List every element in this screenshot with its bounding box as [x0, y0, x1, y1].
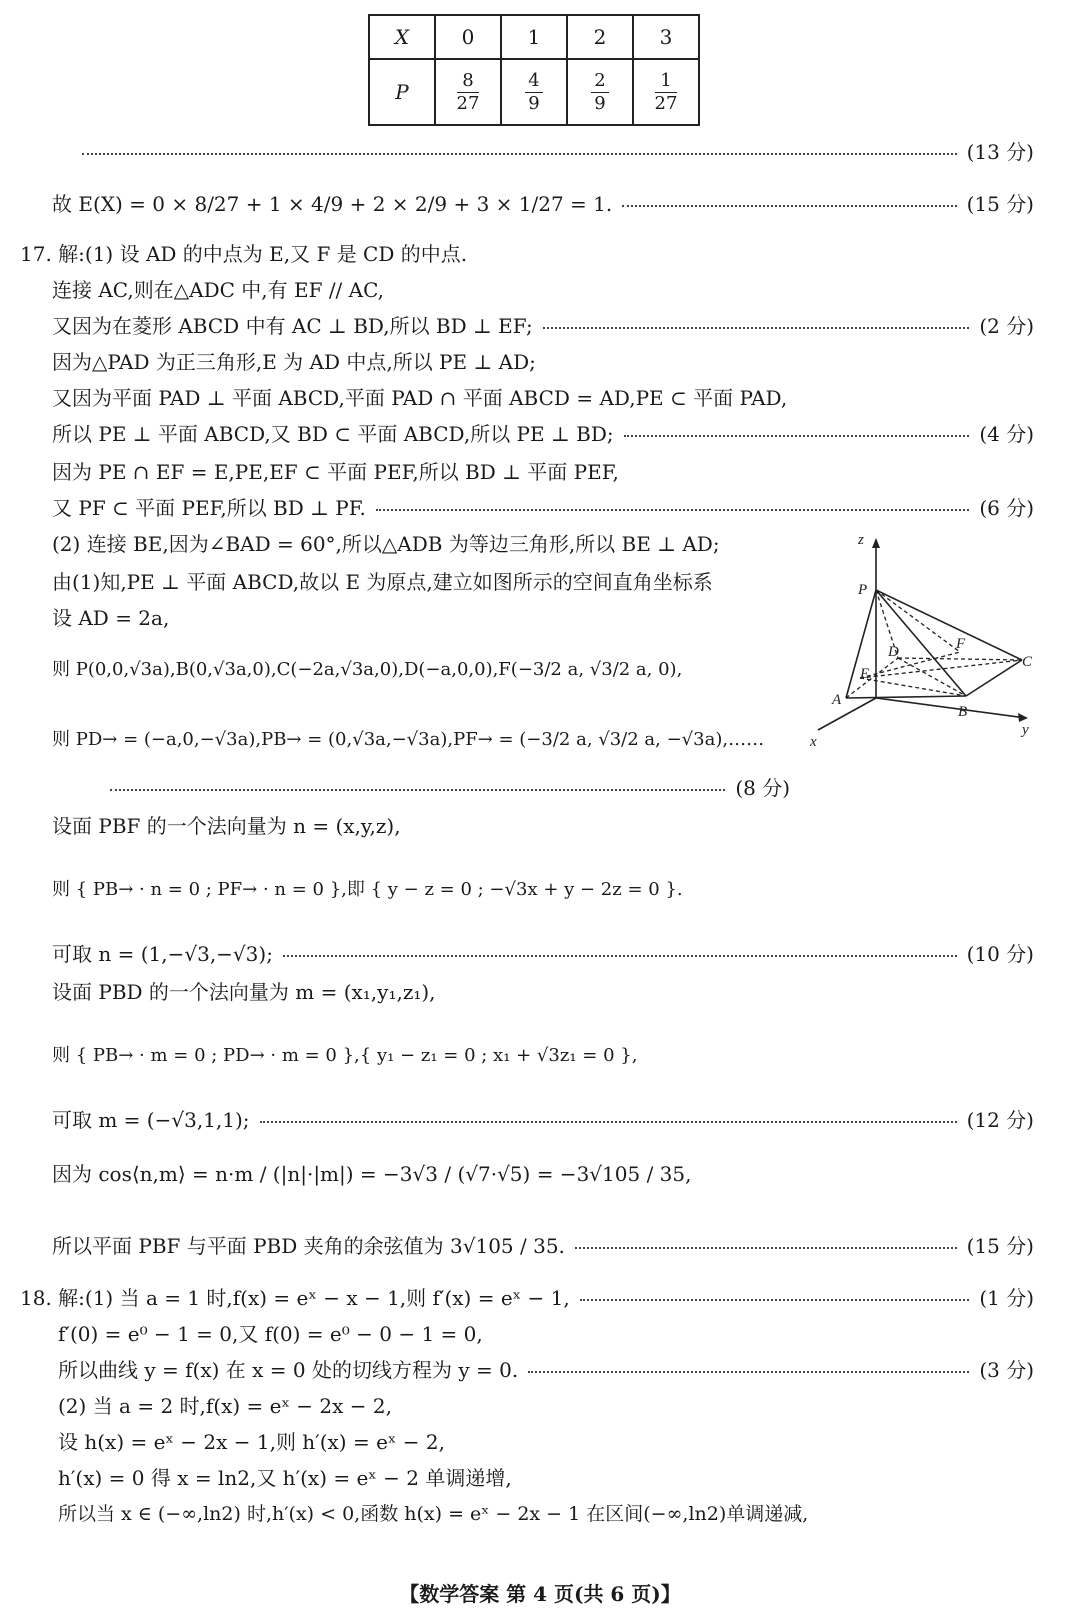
q17-line: 所以 PE ⊥ 平面 ABCD,又 BD ⊂ 平面 ABCD,所以 PE ⊥ BD; (4 分): [52, 422, 1034, 446]
table-cell: $\frac{2}{9}$: [567, 59, 633, 125]
q17-line: 则 PD→ = (−a,0,−√3a),PB→ = (0,√3a,−√3a),PF→ = (−3/2 a, √3/2 a, −√3a),……: [52, 729, 765, 750]
q17-line: 可取 n = (1,−√3,−√3); (10 分): [52, 942, 1034, 966]
q17-line: 17. 解:(1) 设 AD 的中点为 E,又 F 是 CD 的中点.: [20, 242, 468, 266]
label-F: F: [956, 636, 966, 652]
q18-line: h′(x) = 0 得 x = ln2,又 h′(x) = eˣ − 2 单调递增,: [58, 1466, 512, 1490]
label-C: C: [1022, 654, 1033, 670]
q18-line: 所以当 x ∈ (−∞,ln2) 时,h′(x) < 0,函数 h(x) = eˣ − 2x − 1 在区间(−∞,ln2)单调递减,: [58, 1503, 809, 1525]
q18-line: (2) 当 a = 2 时,f(x) = eˣ − 2x − 2,: [58, 1394, 392, 1418]
q17-line: 又因为在菱形 ABCD 中有 AC ⊥ BD,所以 BD ⊥ EF; (2 分): [52, 314, 1034, 338]
label-P: P: [858, 582, 868, 598]
x-axis: [818, 698, 876, 730]
q17-line: 因为△PAD 为正三角形,E 为 AD 中点,所以 PE ⊥ AD;: [52, 350, 536, 374]
q17-line: 又 PF ⊂ 平面 PEF,所以 BD ⊥ PF. (6 分): [52, 496, 1034, 520]
label-E: E: [860, 666, 870, 682]
table-row: [369, 15, 699, 59]
table-header-cell: X: [369, 15, 435, 59]
expectation-text: 故 E(X) = 0 × 8/27 + 1 × 4/9 + 2 × 2/9 + 3 × 1/27 = 1.: [52, 192, 613, 216]
q18-line: 所以曲线 y = f(x) 在 x = 0 处的切线方程为 y = 0. (3 分): [58, 1358, 1034, 1382]
q17-line: (2) 连接 BE,因为∠BAD = 60°,所以△ADB 为等边三角形,所以 BE ⊥ AD;: [52, 532, 720, 556]
q18-line: 设 h(x) = eˣ − 2x − 1,则 h′(x) = eˣ − 2,: [58, 1430, 445, 1454]
page-footer: 【数学答案 第 4 页(共 6 页)】: [399, 1582, 681, 1606]
q17-line: 可取 m = (−√3,1,1); (12 分): [52, 1108, 1034, 1132]
table-header-cell: 1: [501, 15, 567, 59]
label-z: z: [858, 532, 864, 548]
score-line: (13 分): [72, 138, 1034, 166]
table-row-label: P: [369, 59, 435, 125]
q18-line: 18. 解:(1) 当 a = 1 时,f(x) = eˣ − x − 1,则 f′(x) = eˣ − 1, (1 分): [20, 1286, 1034, 1310]
label-x: x: [810, 734, 817, 748]
q17-line: 由(1)知,PE ⊥ 平面 ABCD,故以 E 为原点,建立如图所示的空间直角坐标系: [52, 570, 713, 594]
q17-line: 因为 cos⟨n,m⟩ = n·m / (|n|·|m|) = −3√3 / (√7·√5) = −3√105 / 35,: [52, 1162, 692, 1186]
q17-system: 则 { PB→ · m = 0 ; PD→ · m = 0 },{ y₁ − z₁ = 0 ; x₁ + √3z₁ = 0 },: [52, 1045, 638, 1066]
q18-line: f′(0) = e⁰ − 1 = 0,又 f(0) = e⁰ − 0 − 1 = 0,: [58, 1322, 483, 1346]
table-header-cell: 2: [567, 15, 633, 59]
table-cell: $\frac{4}{9}$: [501, 59, 567, 125]
y-axis: [876, 698, 1026, 718]
label-B: B: [958, 704, 968, 720]
q17-system: 则 { PB→ · n = 0 ; PF→ · n = 0 },即 { y − z = 0 ; −√3x + y − 2z = 0 }.: [52, 879, 683, 900]
table-row: [369, 59, 699, 125]
expectation-line: 故 E(X) = 0 × 8/27 + 1 × 4/9 + 2 × 2/9 + 3 × 1/27 = 1. (15 分): [52, 192, 1034, 216]
q17-line: 设面 PBF 的一个法向量为 n = (x,y,z),: [52, 814, 401, 838]
label-A: A: [832, 692, 842, 708]
q17-line: 设面 PBD 的一个法向量为 m = (x₁,y₁,z₁),: [52, 980, 436, 1004]
table-cell: $\frac{1}{27}$: [633, 59, 699, 125]
q17-line: 又因为平面 PAD ⊥ 平面 ABCD,平面 PAD ∩ 平面 ABCD = AD,PE ⊂ 平面 PAD,: [52, 386, 788, 410]
q17-line: 连接 AC,则在△ADC 中,有 EF // AC,: [52, 278, 385, 302]
table-header-cell: 0: [435, 15, 501, 59]
q17-line: 则 P(0,0,√3a),B(0,√3a,0),C(−2a,√3a,0),D(−a,0,0),F(−3/2 a, √3/2 a, 0),: [52, 659, 683, 680]
label-D: D: [888, 644, 899, 660]
q17-line: 因为 PE ∩ EF = E,PE,EF ⊂ 平面 PEF,所以 BD ⊥ 平面 PEF,: [52, 460, 619, 484]
table-cell: $\frac{8}{27}$: [435, 59, 501, 125]
distribution-table: [368, 14, 700, 126]
score-line: (8 分): [100, 774, 790, 802]
table-header-cell: 3: [633, 15, 699, 59]
q17-line: 设 AD = 2a,: [52, 606, 170, 630]
q17-line: 所以平面 PBF 与平面 PBD 夹角的余弦值为 3√105 / 35. (15 分): [52, 1234, 1034, 1258]
coordinate-figure: [800, 528, 1040, 748]
label-y: y: [1022, 722, 1029, 738]
